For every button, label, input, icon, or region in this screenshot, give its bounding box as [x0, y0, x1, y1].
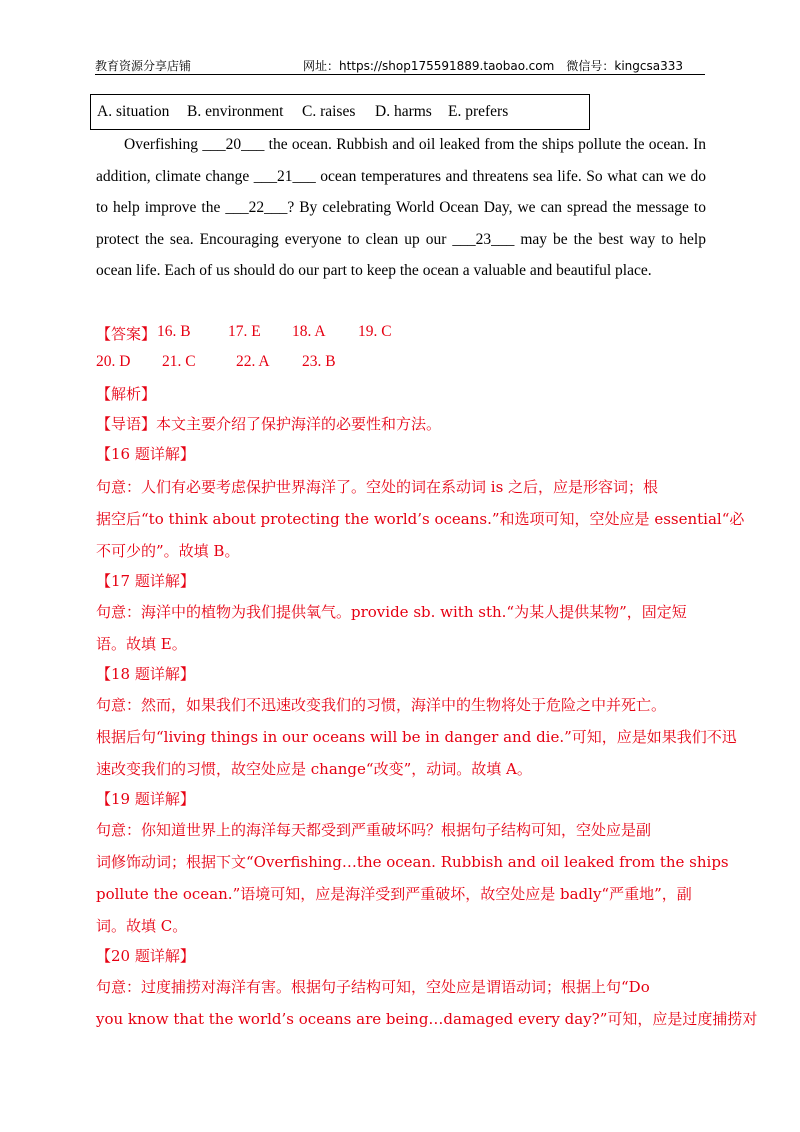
answers-label: 【答案】 — [96, 327, 157, 343]
q18-title: 【18 题详解】 — [96, 665, 195, 683]
word-options-box — [90, 94, 590, 130]
answer-21: 21. C — [162, 353, 196, 370]
q19-line-2: 词修饰动词；根据下文“Overfishing…the ocean. Rubbish and oil leaked from the ships — [96, 853, 729, 871]
q17-line-1: 句意：海洋中的植物为我们提供氧气。provide sb. with sth.“为某人提供某物”，固定短 — [96, 603, 687, 621]
answer-16: 16. B — [157, 323, 191, 340]
q18-line-2: 根据后句“living things in our oceans will be in danger and die.”可知，应是如果我们不迅 — [96, 728, 737, 746]
q17-line-2: 语。故填 E。 — [96, 635, 187, 653]
option-d: D. harms — [375, 103, 432, 120]
option-b: B. environment — [187, 103, 284, 120]
q19-line-3: pollute the ocean.”语境可知，应是海洋受到严重破坏，故空处应是 badly“严重地”，副 — [96, 885, 692, 903]
option-e: E. prefers — [448, 103, 509, 120]
q19-line-4: 词。故填 C。 — [96, 917, 188, 935]
answer-18: 18. A — [292, 323, 326, 340]
header-wechat: 微信号：kingcsa333 — [566, 59, 683, 73]
header-url: 网址：https://shop175591889.taobao.com — [303, 59, 555, 73]
option-a: A. situation — [97, 103, 170, 120]
q16-title: 【16 题详解】 — [96, 445, 195, 463]
passage-text: Overfishing ___20___ the ocean. Rubbish and oil leaked from the ships pollute the ocean. In addition, climate change ___21___ ocean temperatures and threatens sea life. So what can we do to help improve the ___22___? By celebrating World Ocean Day, we can spread the message to protect the sea. Encouraging everyone to clean up our ___23___ may be the best way to help ocean life. Each of us should do our part to keep the ocean a valuable and beautiful place. — [96, 136, 706, 279]
q20-line-2: you know that the world’s oceans are being…damaged every day?”可知，应是过度捕捞对 — [96, 1010, 758, 1028]
q19-line-1: 句意：你知道世界上的海洋每天都受到严重破坏吗？根据句子结构可知，空处应是副 — [96, 821, 652, 839]
q16-line-1: 句意：人们有必要考虑保护世界海洋了。空处的词在系动词 is 之后，应是形容词；根 — [96, 478, 659, 496]
analysis-label: 【解析】 — [96, 385, 157, 403]
q18-line-3: 速改变我们的习惯，故空处应是 change“改变”，动词。故填 A。 — [96, 760, 532, 778]
q18-line-1: 句意：然而，如果我们不迅速改变我们的习惯，海洋中的生物将处于危险之中并死亡。 — [96, 696, 667, 714]
q16-line-3: 不可少的”。故填 B。 — [96, 542, 240, 560]
answer-17: 17. E — [228, 323, 261, 340]
answer-23: 23. B — [302, 353, 336, 370]
answer-22: 22. A — [236, 353, 270, 370]
page-header — [95, 56, 705, 75]
q16-line-2: 据空后“to think about protecting the world’s oceans.”和选项可知，空处应是 essential“必 — [96, 510, 745, 528]
option-c: C. raises — [302, 103, 356, 120]
answer-19: 19. C — [358, 323, 392, 340]
q20-line-1: 句意：过度捕捞对海洋有害。根据句子结构可知，空处应是谓语动词；根据上句“Do — [96, 978, 650, 996]
header-shop-name: 教育资源分享店铺 — [95, 59, 192, 73]
q19-title: 【19 题详解】 — [96, 790, 195, 808]
q17-title: 【17 题详解】 — [96, 572, 195, 590]
guide-text: 【导语】本文主要介绍了保护海洋的必要性和方法。 — [96, 415, 442, 433]
q20-title: 【20 题详解】 — [96, 947, 195, 965]
answer-20: 20. D — [96, 353, 131, 370]
